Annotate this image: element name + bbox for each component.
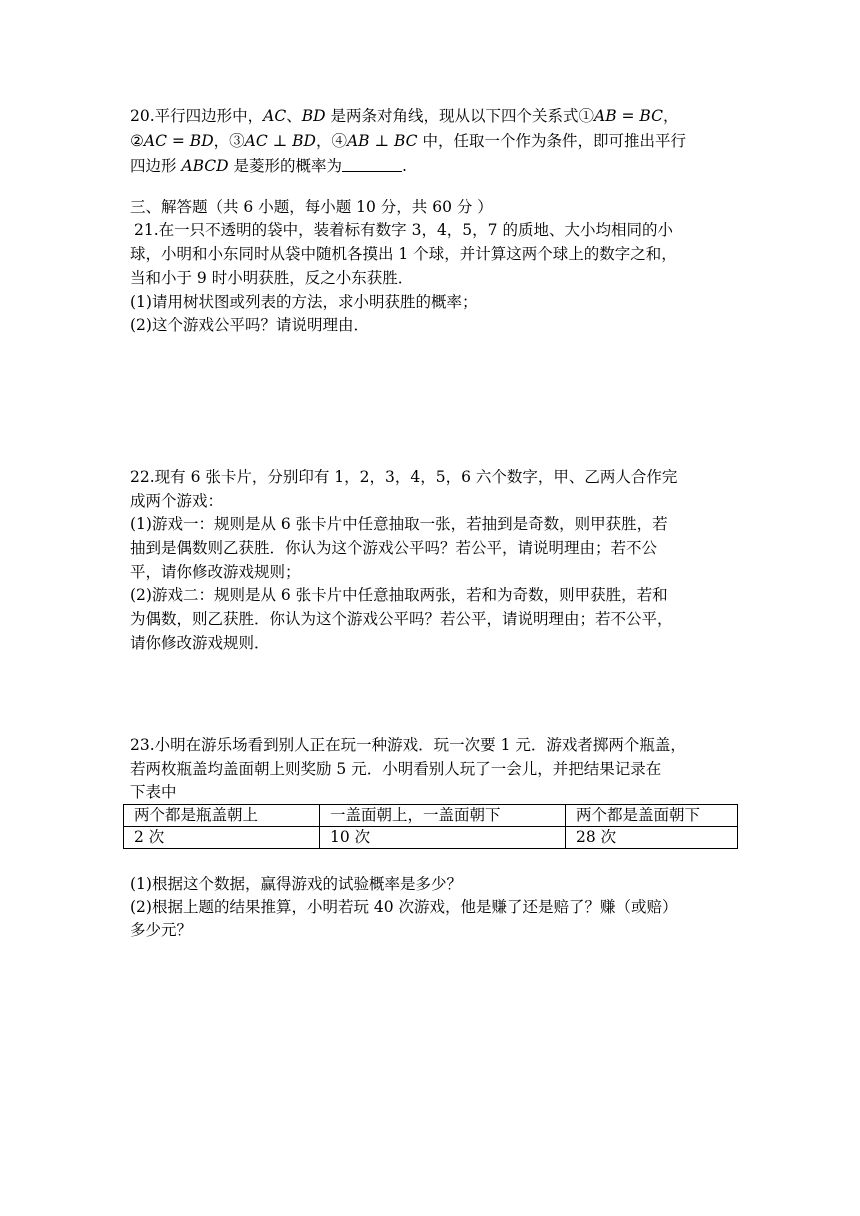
q20-text: ② <box>130 132 144 150</box>
q20-math: ABCD <box>181 157 229 175</box>
q20-line-1 <box>130 105 678 128</box>
q21-line: 21.在一只不透明的袋中，装着标有数字 3，4，5，7 的质地、大小均相同的小 <box>134 221 673 239</box>
q20-text: 是菱形的概率为 <box>228 157 343 175</box>
table-cell: 10 次 <box>320 827 566 849</box>
q23-line: 23.小明在游乐场看到别人正在玩一种游戏．玩一次要 1 元．游戏者掷两个瓶盖， <box>130 736 686 754</box>
q22-line: (2)游戏二：规则是从 6 张卡片中任意抽取两张，若和为奇数，则甲获胜，若和 <box>130 586 668 604</box>
q20-math: AB ⊥ BC <box>346 132 418 150</box>
q23-subquestion: 多少元？ <box>130 921 193 939</box>
q20-text: 是两条对角线，现从以下四个关系式① <box>325 107 594 125</box>
q20-math: BD <box>301 107 326 125</box>
table-cell: 28 次 <box>566 827 738 849</box>
q20-math: AC <box>263 107 287 125</box>
q23-line: 下表中 <box>130 783 177 801</box>
table-row <box>124 805 738 827</box>
q20-math: AC = BD <box>143 132 214 150</box>
q20-text: 20.平行四边形中， <box>130 107 264 125</box>
q20-text: 中，任取一个作为条件，即可推出平行 <box>417 132 686 150</box>
table-row <box>124 827 738 849</box>
answer-blank[interactable] <box>342 155 402 172</box>
q22-line: 为偶数，则乙获胜．你认为这个游戏公平吗？若公平，请说明理由；若不公平， <box>130 610 673 628</box>
q21-line: 当和小于 9 时小明获胜，反之小东获胜． <box>130 269 414 287</box>
q20-text: 、 <box>286 107 302 125</box>
q20-text: ，④ <box>315 132 347 150</box>
q23-line: 若两枚瓶盖均盖面朝上则奖励 5 元．小明看别人玩了一会儿，并把结果记录在 <box>130 760 662 778</box>
table-header-cell: 两个都是瓶盖朝上 <box>124 805 320 827</box>
section-heading: 三、解答题（共 6 小题，每小题 10 分，共 60 分 ） <box>130 198 493 216</box>
results-table <box>123 804 738 849</box>
q21-line: (2)这个游戏公平吗？请说明理由． <box>130 316 369 334</box>
table-cell: 2 次 <box>124 827 320 849</box>
q20-line-3 <box>130 155 407 178</box>
q22-line: 22.现有 6 张卡片，分别印有 1，2，3，4，5，6 六个数字，甲、乙两人合作完 <box>130 468 678 486</box>
q22-line: 抽到是偶数则乙获胜．你认为这个游戏公平吗？若公平，请说明理由；若不公 <box>130 539 658 557</box>
q22-line: (1)游戏一：规则是从 6 张卡片中任意抽取一张，若抽到是奇数，则甲获胜，若 <box>130 515 668 533</box>
q22-line: 成两个游戏： <box>130 492 224 510</box>
q21-line: 球，小明和小东同时从袋中随机各摸出 1 个球，并计算这两个球上的数字之和， <box>130 245 677 263</box>
q22-line: 请你修改游戏规则． <box>130 634 270 652</box>
q20-text: ，③ <box>213 132 245 150</box>
q21-line: (1)请用树状图或列表的方法，求小明获胜的概率； <box>130 293 478 311</box>
q22-line: 平，请你修改游戏规则； <box>130 563 301 581</box>
table-header-cell: 两个都是盖面朝下 <box>566 805 738 827</box>
q20-text: 四边形 <box>130 157 182 175</box>
q20-math: AC ⊥ BD <box>244 132 316 150</box>
q23-subquestion: (1)根据这个数据，赢得游戏的试验概率是多少？ <box>130 875 462 893</box>
table-header-cell: 一盖面朝上，一盖面朝下 <box>320 805 566 827</box>
q20-line-2 <box>130 130 686 153</box>
q20-math: AB = BC <box>594 107 663 125</box>
q20-text: ， <box>662 107 679 125</box>
q20-text: . <box>402 157 407 175</box>
q23-subquestion: (2)根据上题的结果推算，小明若玩 40 次游戏，他是赚了还是赔了？赚（或赔） <box>130 898 678 916</box>
